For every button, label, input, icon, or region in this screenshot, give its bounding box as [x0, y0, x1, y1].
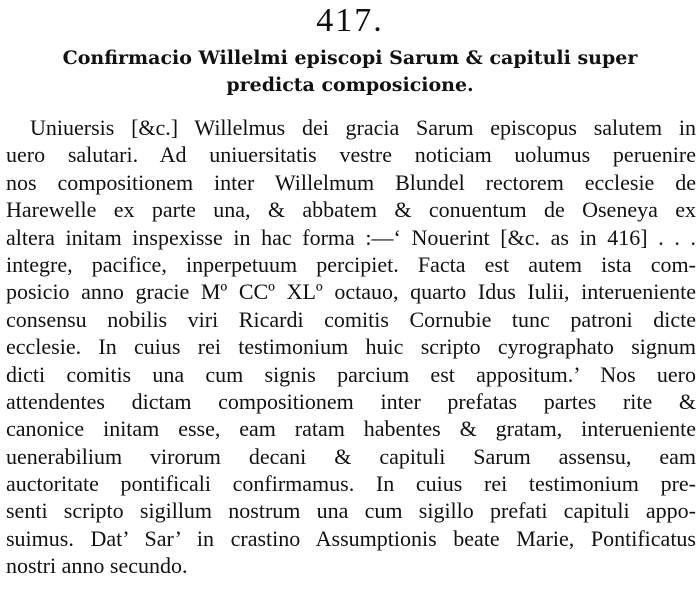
body-line: senti scripto sigillum nostrum una cum sigillo prefati capituli appo- [6, 498, 696, 524]
body-line: canonice initam esse, eam ratam habentes & gratam, interueniente [6, 416, 696, 442]
body-line: nostri anno secundo. [6, 553, 188, 579]
charter-body [6, 114, 696, 580]
charter-number: 417. [316, 2, 384, 39]
body-line: posicio anno gracie Mº CCº XLº octauo, quarto Idus Iulii, interueniente [6, 279, 696, 305]
body-line: ecclesie. In cuius rei testimonium huic scripto cyrographato signum [6, 334, 696, 360]
body-line: consensu nobilis viri Ricardi comitis Cornubie tunc patroni dicte [6, 306, 696, 332]
body-line: suimus. Dat’ Sar’ in crastino Assumptionis beate Marie, Pontificatus [6, 525, 696, 551]
body-line: altera initam inspexisse in hac forma :—‘ Nouerint [&c. as in 416] . . . [6, 224, 696, 250]
body-line: dicti comitis una cum signis parcium est appositum.’ Nos uero [6, 361, 696, 387]
body-line: uenerabilium virorum decani & capituli Sarum assensu, eam [6, 443, 696, 469]
body-line: Uniuersis [&c.] Willelmus dei gracia Sarum episcopus salutem in [30, 115, 696, 140]
body-line: auctoritate pontificali confirmamus. In cuius rei testimonium pre- [6, 471, 696, 497]
body-line: uero salutari. Ad uniuersitatis vestre noticiam uolumus peruenire [6, 142, 696, 168]
heading-line: Confirmacio Willelmi episcopi Sarum & capituli super [62, 47, 638, 69]
heading-line: predicta composicione. [226, 74, 474, 96]
body-line: Harewelle ex parte una, & abbatem & conuentum de Oseneya ex [6, 197, 696, 223]
charter-heading [20, 45, 680, 99]
body-line: integre, pacifice, inperpetuum percipiet. Facta est autem ista com- [6, 251, 696, 277]
body-line: attendentes dictam compositionem inter prefatas partes rite & [6, 388, 696, 414]
body-line: nos compositionem inter Willelmum Blundel rectorem ecclesie de [6, 169, 696, 195]
